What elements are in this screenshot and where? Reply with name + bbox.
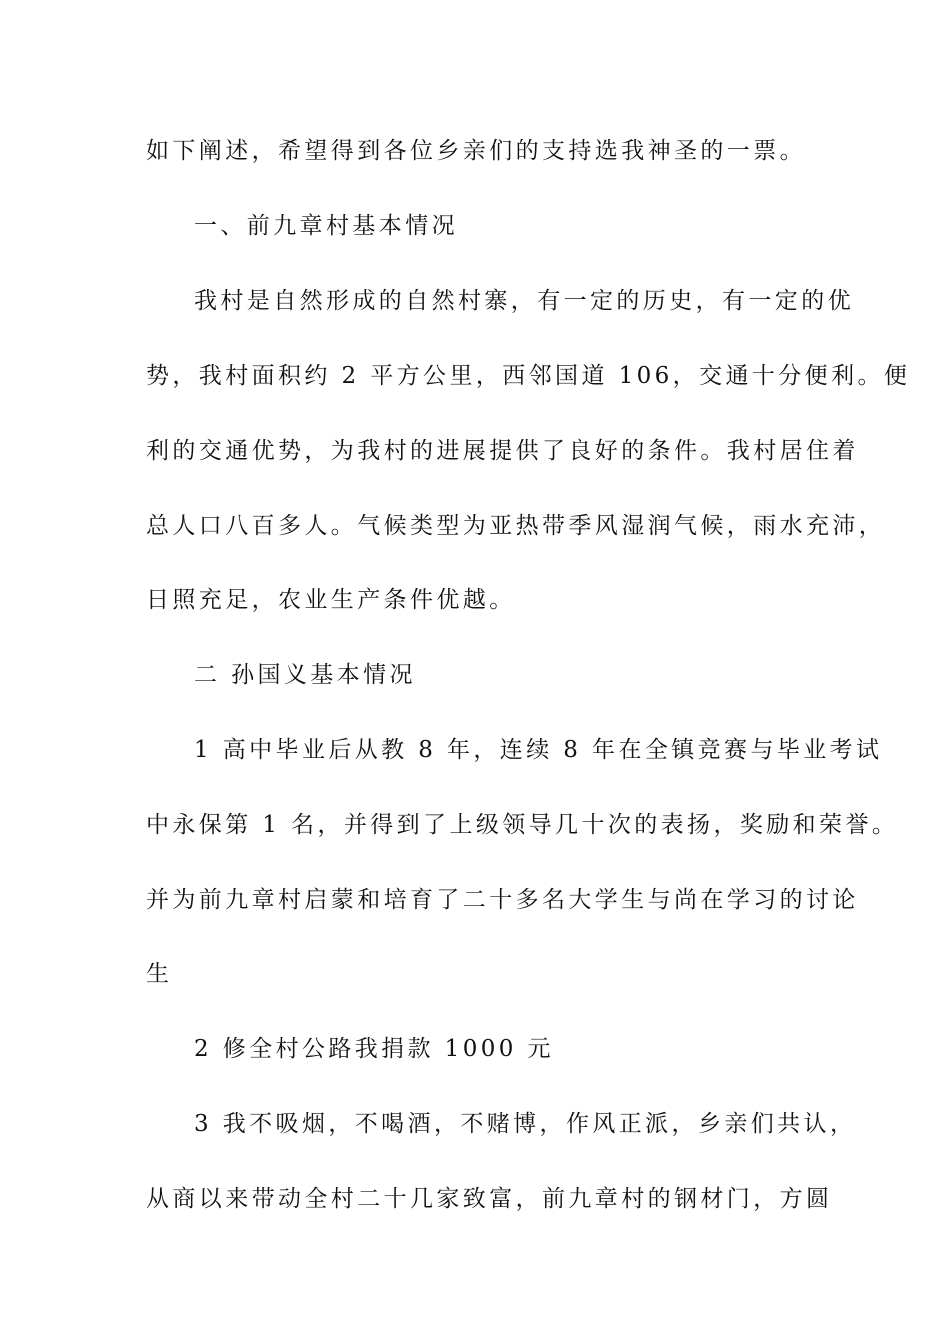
paragraph-line: 日照充足，农业生产条件优越。 [146, 587, 516, 613]
paragraph-line: 总人口八百多人。气候类型为亚热带季风湿润气候，雨水充沛， [146, 513, 886, 539]
section-heading-candidate: 二 孙国义基本情况 [194, 662, 416, 688]
paragraph-line: 中永保第 1 名，并得到了上级领导几十次的表扬，奖励和荣誉。 [146, 812, 899, 838]
list-item-3: 3 我不吸烟，不喝酒，不赌博，作风正派，乡亲们共认， [194, 1111, 857, 1137]
paragraph-line: 利的交通优势，为我村的进展提供了良好的条件。我村居住着 [146, 438, 859, 464]
paragraph-line: 势，我村面积约 2 平方公里，西邻国道 106，交通十分便利。便 [146, 363, 911, 389]
paragraph-line: 我村是自然形成的自然村寨，有一定的历史，有一定的优 [194, 288, 854, 314]
list-item-2: 2 修全村公路我捐款 1000 元 [194, 1036, 554, 1062]
paragraph-line: 从商以来带动全村二十几家致富，前九章村的钢材门，方圆 [146, 1186, 833, 1212]
paragraph-line: 如下阐述，希望得到各位乡亲们的支持选我神圣的一票。 [146, 138, 806, 164]
list-item-1: 1 高中毕业后从教 8 年，连续 8 年在全镇竞赛与毕业考试 [194, 737, 883, 763]
paragraph-line: 生 [146, 961, 173, 987]
section-heading-village: 一、前九章村基本情况 [194, 213, 458, 239]
paragraph-line: 并为前九章村启蒙和培育了二十多名大学生与尚在学习的讨论 [146, 887, 859, 913]
